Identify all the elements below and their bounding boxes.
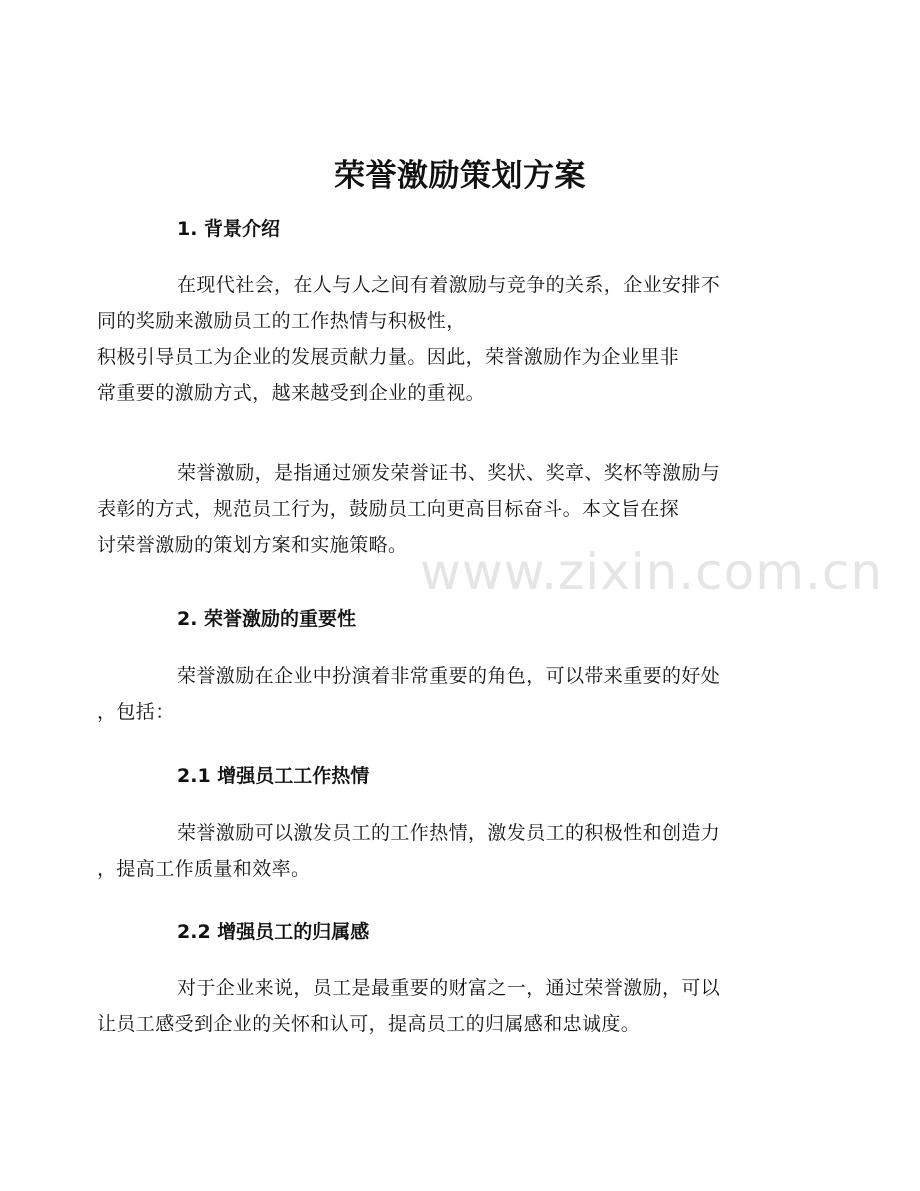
paragraph-line: 荣誉激励在企业中扮演着非常重要的角色，可以带来重要的好处 bbox=[177, 665, 721, 687]
section-heading-background: 1. 背景介绍 bbox=[177, 218, 281, 240]
section-heading-enthusiasm: 2.1 增强员工工作热情 bbox=[177, 765, 370, 787]
paragraph-belonging bbox=[97, 970, 787, 1042]
paragraph-line: 荣誉激励可以激发员工的工作热情，激发员工的积极性和创造力 bbox=[177, 822, 721, 844]
paragraph-line: 让员工感受到企业的关怀和认可，提高员工的归属感和忠诚度。 bbox=[97, 1013, 641, 1035]
paragraph-line: 同的奖励来激励员工的工作热情与积极性， bbox=[97, 310, 466, 332]
paragraph-line: 常重要的激励方式，越来越受到企业的重视。 bbox=[97, 382, 486, 404]
paragraph-line: 在现代社会，在人与人之间有着激励与竞争的关系，企业安排不 bbox=[177, 274, 721, 296]
paragraph-line: ，提高工作质量和效率。 bbox=[97, 858, 311, 880]
document-title: 荣誉激励策划方案 bbox=[334, 158, 586, 194]
watermark: www.zixin.com.cn bbox=[420, 543, 884, 601]
paragraph-line: 对于企业来说，员工是最重要的财富之一，通过荣誉激励，可以 bbox=[177, 977, 721, 999]
paragraph-line: 讨荣誉激励的策划方案和实施策略。 bbox=[97, 534, 408, 556]
paragraph-background-2 bbox=[97, 455, 787, 563]
paragraph-background-1 bbox=[97, 267, 787, 411]
paragraph-line: 荣誉激励，是指通过颁发荣誉证书、奖状、奖章、奖杯等激励与 bbox=[177, 462, 721, 484]
paragraph-line: ，包括： bbox=[97, 701, 175, 723]
paragraph-importance bbox=[97, 658, 787, 730]
paragraph-line: 积极引导员工为企业的发展贡献力量。因此，荣誉激励作为企业里非 bbox=[97, 346, 680, 368]
paragraph-line: 表彰的方式，规范员工行为，鼓励员工向更高目标奋斗。本文旨在探 bbox=[97, 498, 680, 520]
section-heading-belonging: 2.2 增强员工的归属感 bbox=[177, 921, 370, 943]
section-heading-importance: 2. 荣誉激励的重要性 bbox=[177, 608, 357, 630]
paragraph-enthusiasm bbox=[97, 815, 787, 887]
